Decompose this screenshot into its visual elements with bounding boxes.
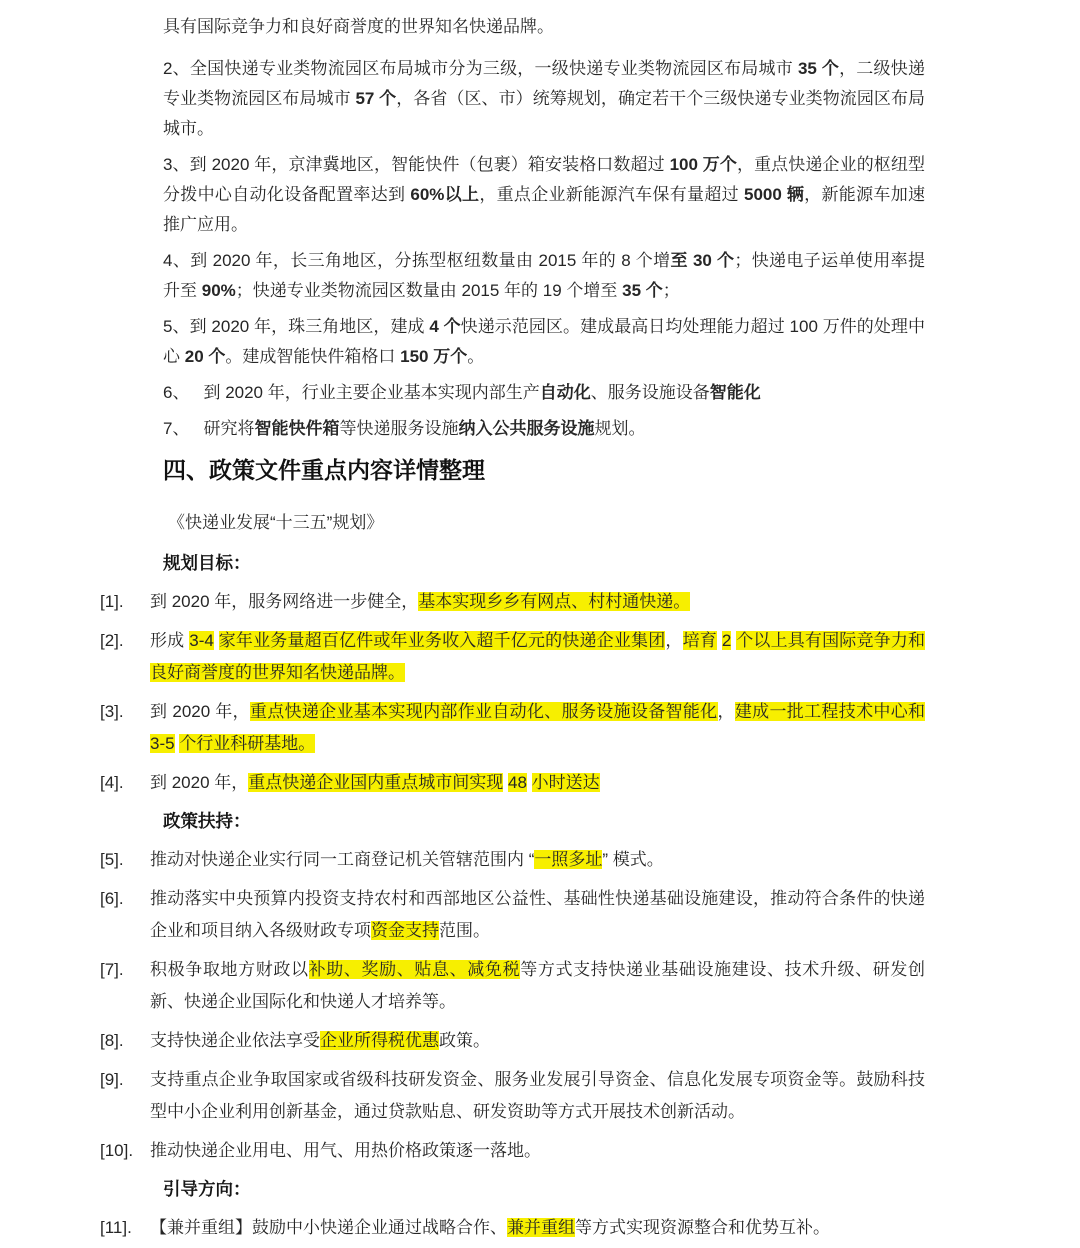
list-item-text <box>150 1025 925 1057</box>
text-run: 到 2020 年，服务网络进一步健全， <box>150 592 419 611</box>
highlighted-text: 3-4 <box>189 631 214 650</box>
text-run: 范围。 <box>439 921 490 940</box>
bold-text: 150 万个 <box>400 347 468 366</box>
text-run: 推动对快递企业实行同一工商登记机关管辖范围内 “ <box>150 850 535 869</box>
item-marker: 7、 <box>163 419 190 438</box>
overview-item <box>163 312 925 372</box>
text-run: 到 2020 年，长三角地区，分拣型枢纽数量由 2015 年的 8 个增 <box>190 251 671 270</box>
item-marker: [8]. <box>100 1031 124 1050</box>
item-marker: [4]. <box>100 773 124 792</box>
text-run: 快递示范园区。建成最高日均处理能力超过 100 万件的处理中心 <box>163 317 925 366</box>
text-run: 推动落实中央预算内投资支持农村和西部地区公益性、基础性快递基础设施建设，推动符合条件的快递企业和项目纳入各级财政专项 <box>150 889 925 940</box>
text-run: ；快递专业类物流园区数量由 2015 年的 19 个增至 <box>235 281 623 300</box>
bold-text: 至 30 个 <box>670 251 735 270</box>
list-item <box>100 844 925 876</box>
highlighted-text: 重点快递企业基本实现内部作业自动化、服务设施设备智能化 <box>249 702 718 721</box>
text-run: 研究将 <box>203 419 255 438</box>
highlighted-text: 个行业科研基地。 <box>179 734 316 753</box>
list-item-text <box>150 844 925 876</box>
list-item <box>100 1212 925 1244</box>
bold-text: 60%以上 <box>410 185 480 204</box>
text-run: 、服务设施设备 <box>590 383 710 402</box>
bold-text: 5000 辆 <box>743 185 805 204</box>
text-run: ，重点企业新能源汽车保有量超过 <box>479 185 744 204</box>
highlighted-text: 小时送达 <box>531 773 600 792</box>
bold-text: 纳入公共服务设施 <box>458 419 595 438</box>
bold-text: 智能快件箱 <box>254 419 340 438</box>
text-run: 到 2020 年，行业主要企业基本实现内部生产 <box>203 383 540 402</box>
item-marker: [2]. <box>100 631 124 650</box>
bold-text: 20 个 <box>184 347 226 366</box>
text-run: ，二级快递专业类物流园区布局城市 <box>163 59 925 108</box>
section-heading: 四、政策文件重点内容详情整理 <box>163 457 485 483</box>
bold-text: 90% <box>201 281 236 300</box>
text-run: ， <box>665 631 683 650</box>
list-item <box>100 586 925 618</box>
text-run: ； <box>662 281 680 300</box>
text-run: 到 2020 年，珠三角地区，建成 <box>189 317 430 336</box>
highlighted-text: 补助、奖励、贴息、减免税 <box>308 960 521 979</box>
item-marker: [3]. <box>100 702 124 721</box>
bold-text: 智能化 <box>709 383 761 402</box>
text-run: 支持快递企业依法享受 <box>150 1031 320 1050</box>
item-marker: 4、 <box>163 251 191 270</box>
text-run <box>214 631 219 650</box>
list-item-text <box>150 1135 925 1167</box>
item-marker: [11]. <box>100 1218 132 1237</box>
text-run: 规划。 <box>594 419 646 438</box>
text-run: 推动快递企业用电、用气、用热价格政策逐一落地。 <box>150 1141 541 1160</box>
text-run: 【兼并重组】鼓励中小快递企业通过战略合作、 <box>150 1218 507 1237</box>
item-marker: 5、 <box>163 317 190 336</box>
group-label: 引导方向： <box>163 1179 251 1199</box>
list-item <box>100 954 925 1018</box>
list-item-text <box>150 883 925 947</box>
text-run: 政策。 <box>439 1031 490 1050</box>
bold-text: 100 万个 <box>669 155 737 174</box>
highlighted-text: 基本实现乡乡有网点、村村通快递。 <box>418 592 691 611</box>
list-item-text <box>150 954 925 1018</box>
item-marker: 6、 <box>163 383 190 402</box>
highlighted-text: 48 <box>508 773 527 792</box>
list-item-text <box>150 586 925 618</box>
text-run: ， <box>717 702 735 721</box>
highlighted-text: 企业所得税优惠 <box>320 1031 439 1050</box>
text-run: 。 <box>467 347 485 366</box>
text-run: ，新能源车加速推广应用。 <box>163 185 926 234</box>
list-item <box>100 696 925 760</box>
item-marker: [5]. <box>100 850 124 869</box>
list-item-text <box>150 767 925 799</box>
text-run: 积极争取地方财政以 <box>150 960 309 979</box>
text-run: 到 2020 年， <box>150 773 249 792</box>
list-item <box>100 625 925 689</box>
highlighted-text: 兼并重组 <box>507 1218 575 1237</box>
text-run <box>527 773 532 792</box>
bold-text: 自动化 <box>539 383 591 402</box>
text-run: ；快递电子运单使用率提升至 <box>163 251 925 300</box>
text-run: 形成 <box>150 631 190 650</box>
group-label: 政策扶持： <box>163 811 251 831</box>
text-run: 到 2020 年，京津冀地区，智能快件（包裹）箱安装格口数超过 <box>189 155 670 174</box>
text-run: 等方式实现资源整合和优势互补。 <box>575 1218 830 1237</box>
list-item-text <box>150 625 925 689</box>
policy-groups <box>100 548 925 1244</box>
text-run: 等快递服务设施 <box>339 419 459 438</box>
highlighted-text: 3-5 <box>150 734 175 753</box>
text-run: 支持重点企业争取国家或省级科技研发资金、服务业发展引导资金、信息化发展专项资金等。鼓励科技型中小企业利用创新基金，通过贷款贴息、研发资助等方式开展技术创新活动。 <box>150 1070 925 1121</box>
item-marker: [7]. <box>100 960 124 979</box>
text-run: ” 模式。 <box>602 850 664 869</box>
text-run: 全国快递专业类物流园区布局城市分为三级，一级快递专业类物流园区布局城市 <box>189 59 798 78</box>
text-run: 到 2020 年， <box>150 702 250 721</box>
item-marker: [1]. <box>100 592 124 611</box>
highlighted-text: 一照多址 <box>534 850 603 869</box>
highlighted-text: 个以上具有国际竞争力和良好商誉度的世界知名快递品牌。 <box>150 631 925 682</box>
text-run: ，各省（区、市）统筹规划，确定若干个三级快递专业类物流园区布局城市。 <box>163 89 926 138</box>
bold-text: 4 个 <box>429 317 461 336</box>
highlighted-text: 重点快递企业国内重点城市间实现 <box>248 773 504 792</box>
overview-item <box>163 54 925 144</box>
overview-item <box>163 414 925 444</box>
overview-item <box>163 378 925 408</box>
bold-text: 35 个 <box>797 59 840 78</box>
overview-list <box>100 54 925 444</box>
text-run: ，重点快递企业的枢纽型分拨中心自动化设备配置率达到 <box>163 155 926 204</box>
list-item-text <box>150 696 925 760</box>
list-item <box>100 883 925 947</box>
bold-text: 35 个 <box>622 281 663 300</box>
bold-text: 57 个 <box>355 89 397 108</box>
text-run: 。建成智能快件箱格口 <box>225 347 401 366</box>
highlighted-text: 建成一批工程技术中心和 <box>734 702 926 721</box>
item-marker: 2、 <box>163 59 190 78</box>
list-item-text <box>150 1212 925 1244</box>
item-marker: [9]. <box>100 1070 124 1089</box>
item-marker: 3、 <box>163 155 190 174</box>
highlighted-text: 家年业务量超百亿件或年业务收入超千亿元的快递企业集团 <box>218 631 666 650</box>
group-label: 规划目标： <box>163 553 251 573</box>
item-marker: [6]. <box>100 889 124 908</box>
list-item-text <box>150 1064 925 1128</box>
document-title: 《快递业发展“十三五”规划》 <box>168 513 384 532</box>
overview-item <box>163 246 925 306</box>
list-item <box>100 1135 925 1167</box>
list-item <box>100 1064 925 1128</box>
highlighted-text: 资金支持 <box>371 921 439 940</box>
highlighted-text: 2 <box>721 631 732 650</box>
intro-tail-paragraph: 具有国际竞争力和良好商誉度的世界知名快递品牌。 <box>163 17 554 36</box>
overview-item <box>163 150 925 240</box>
list-item <box>100 767 925 799</box>
highlighted-text: 培育 <box>682 631 717 650</box>
item-marker: [10]. <box>100 1141 134 1160</box>
text-run: 等方式支持快递业基础设施建设、技术升级、研发创新、快递企业国际化和快递人才培养等。 <box>150 960 926 1011</box>
list-item <box>100 1025 925 1057</box>
